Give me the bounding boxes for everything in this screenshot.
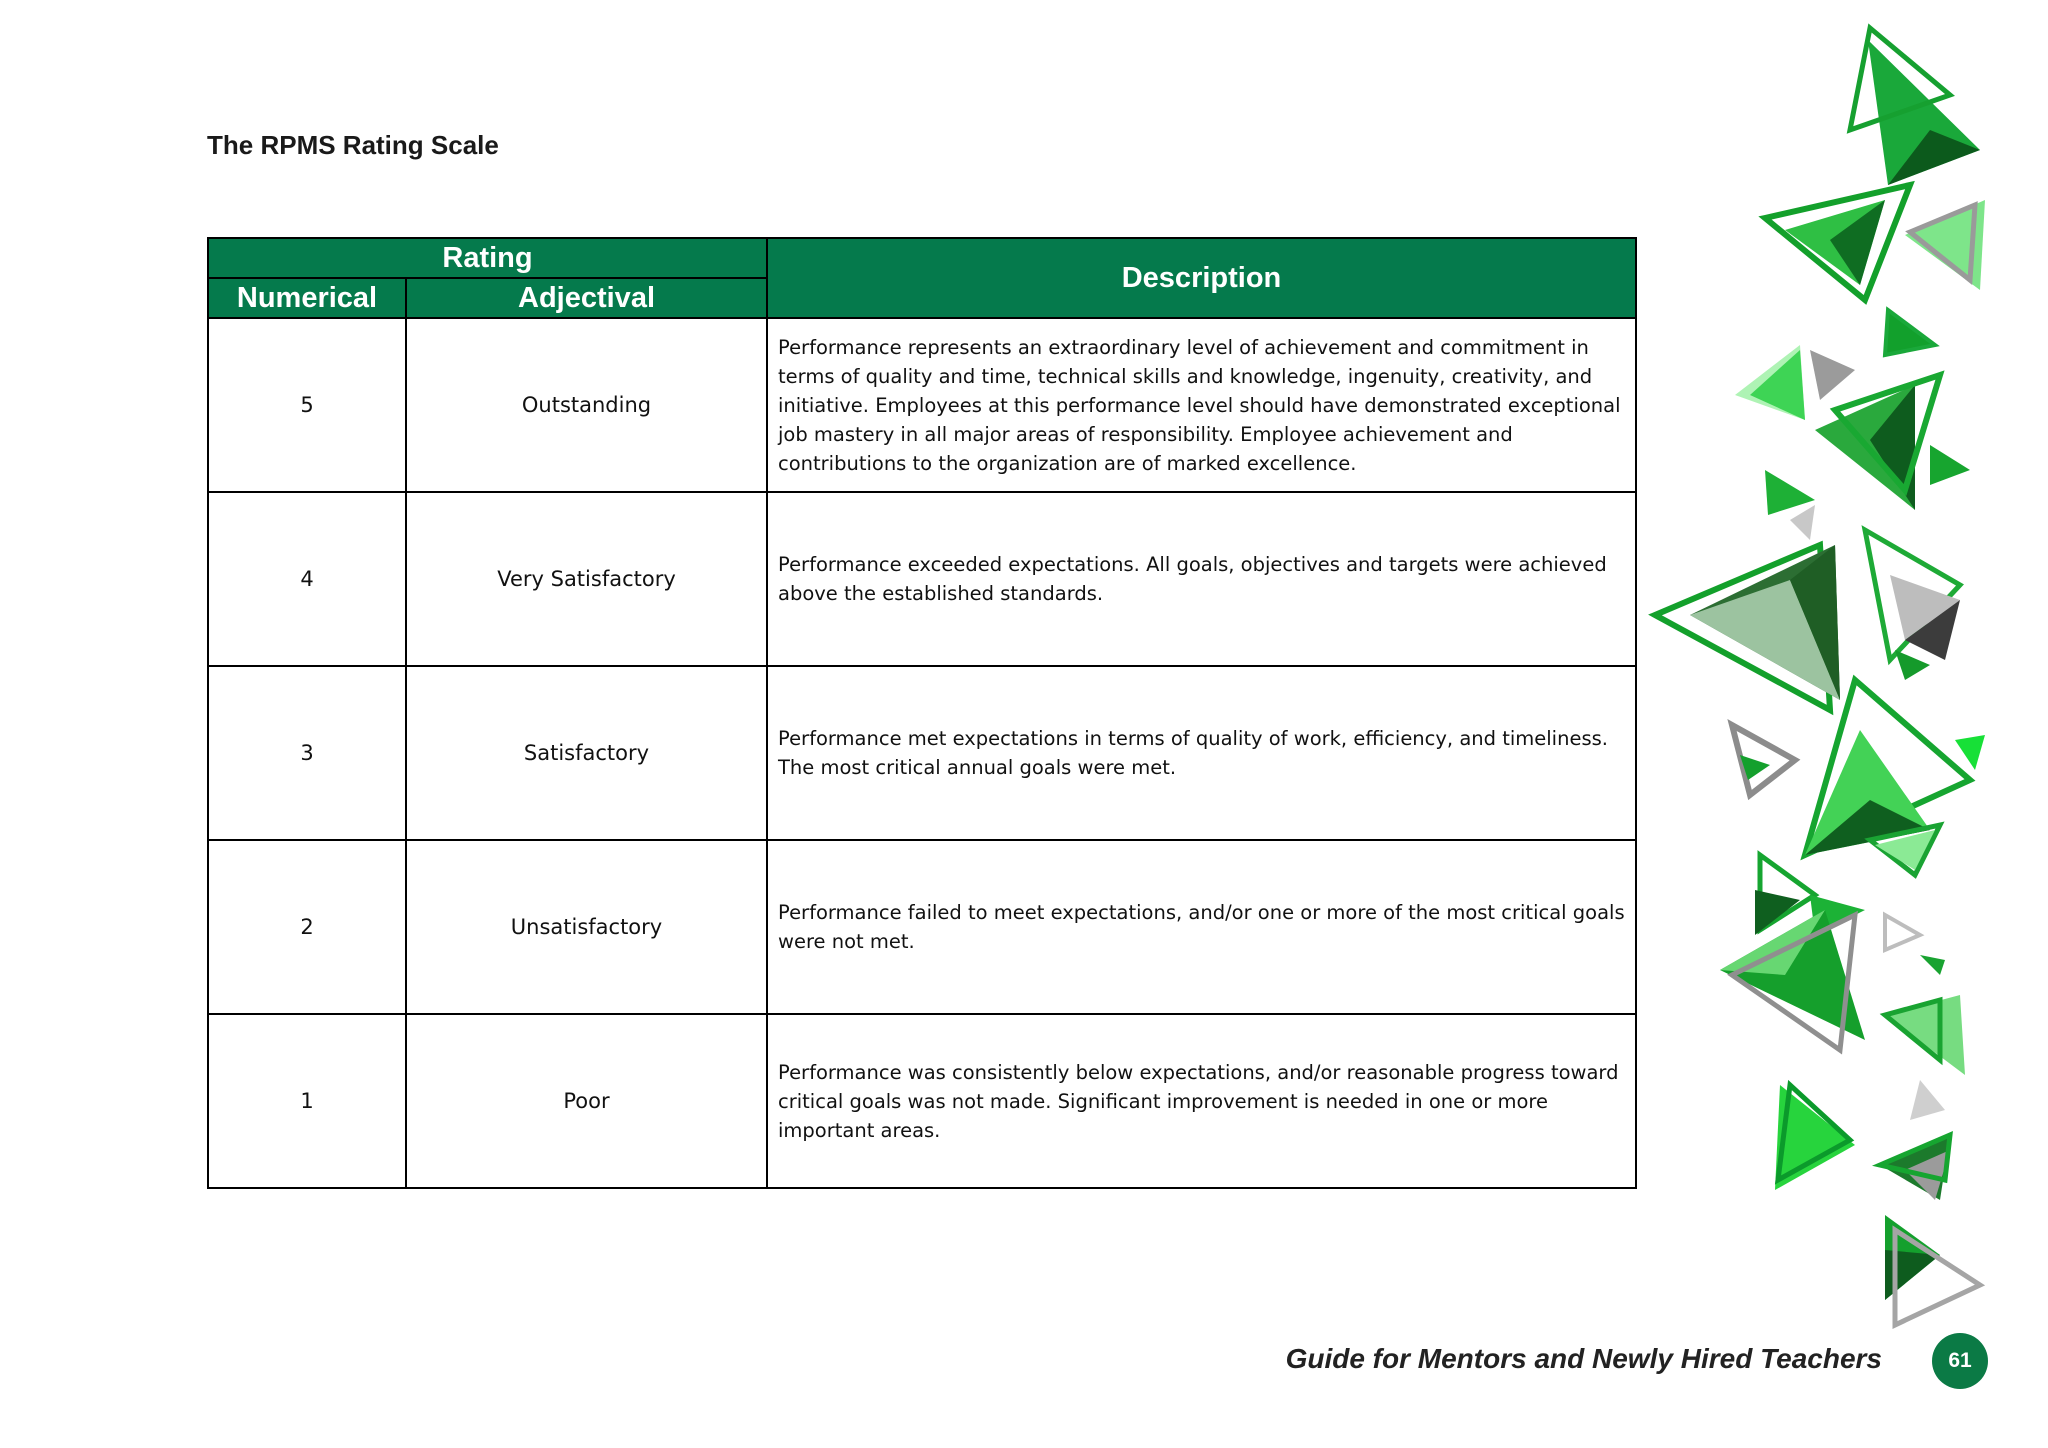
rating-adjectival: Satisfactory [406, 666, 767, 840]
table-row [208, 318, 1636, 492]
rating-numerical: 2 [208, 840, 406, 1014]
rating-adjectival: Outstanding [406, 318, 767, 492]
header-description: Description [767, 238, 1636, 318]
table-row [208, 492, 1636, 666]
rating-numerical: 1 [208, 1014, 406, 1188]
header-adjectival: Adjectival [406, 278, 767, 318]
table-row [208, 666, 1636, 840]
rating-numerical: 3 [208, 666, 406, 840]
rating-numerical: 4 [208, 492, 406, 666]
green-triangles-decoration-icon [1640, 0, 2048, 1340]
rating-scale-table [207, 237, 1637, 1189]
header-rating: Rating [208, 238, 767, 278]
rating-description: Performance failed to meet expectations, and/or one or more of the most critical goals were not met. [767, 840, 1636, 1014]
header-numerical: Numerical [208, 278, 406, 318]
rating-adjectival: Poor [406, 1014, 767, 1188]
rating-numerical: 5 [208, 318, 406, 492]
table-row [208, 840, 1636, 1014]
rating-adjectival: Unsatisfactory [406, 840, 767, 1014]
page-title: The RPMS Rating Scale [207, 130, 499, 160]
rating-description: Performance exceeded expectations. All goals, objectives and targets were achieved above the established standards. [767, 492, 1636, 666]
rating-adjectival: Very Satisfactory [406, 492, 767, 666]
rating-description: Performance met expectations in terms of quality of work, efficiency, and timeliness. The most critical annual goals were met. [767, 666, 1636, 840]
rating-description: Performance represents an extraordinary level of achievement and commitment in terms of quality and time, technical skills and knowledge, ingenuity, creativity, and initiative. Employees at this performance level should have demonstrated exceptional job mastery in all major areas of responsibility. Employee achievement and contributions to the organization are of marked excellence. [767, 318, 1636, 492]
table-row [208, 1014, 1636, 1188]
page-number-badge: 61 [1932, 1333, 1988, 1389]
footer-guide-title: Guide for Mentors and Newly Hired Teachers [1285, 1343, 1882, 1374]
rating-description: Performance was consistently below expectations, and/or reasonable progress toward critical goals was not made. Significant improvement is needed in one or more important areas. [767, 1014, 1636, 1188]
